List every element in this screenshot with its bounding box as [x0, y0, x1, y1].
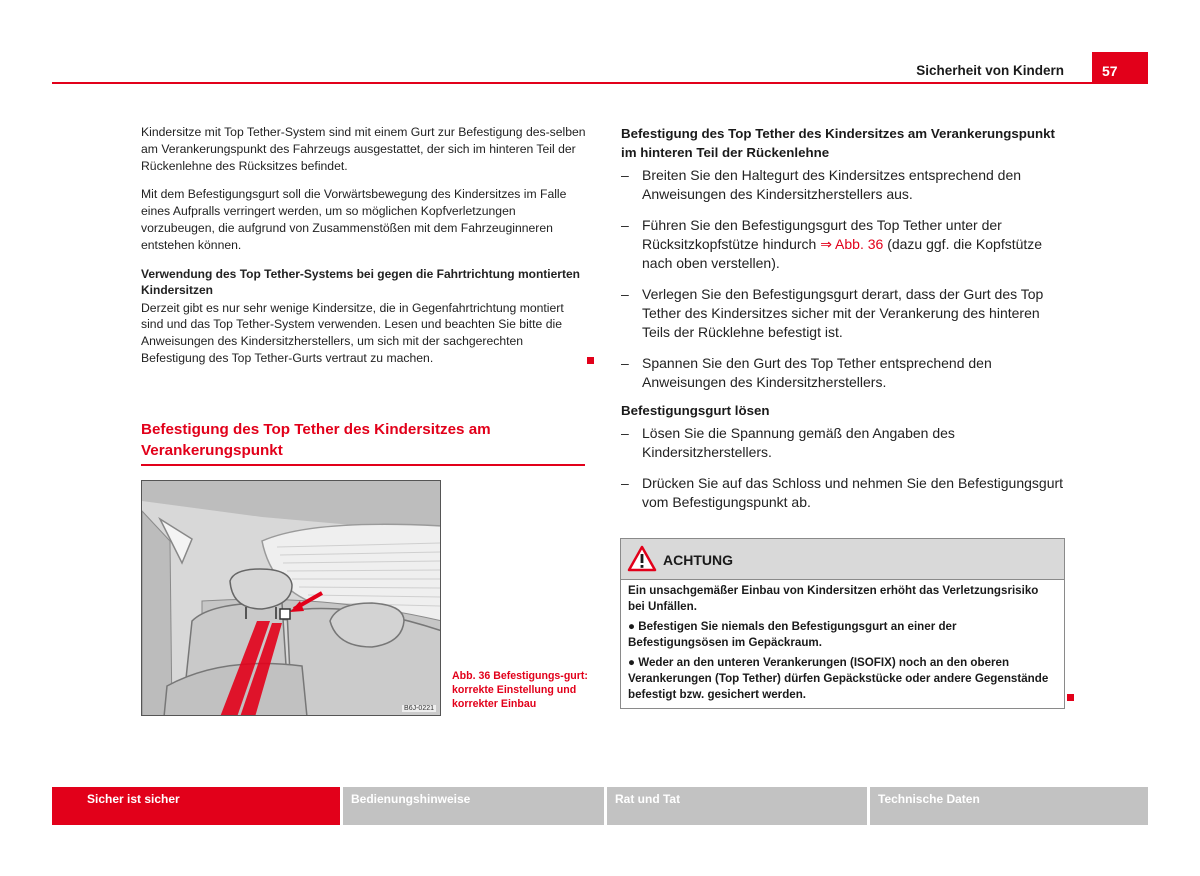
instructions-heading-fasten: Befestigung des Top Tether des Kindersitzes am Verankerungspunkt im hinteren Teil der Rückenlehne: [621, 126, 1055, 160]
list-item: [621, 424, 1066, 462]
step-text: Lösen Sie die Spannung gemäß den Angaben des Kindersitzherstellers.: [642, 425, 955, 460]
rear-seat-illustration: [142, 481, 441, 716]
step-text: Führen Sie den Befestigungsgurt des Top Tether unter der Rücksitzkopfstütze hindurch: [642, 217, 1002, 252]
tab-rat-und-tat[interactable]: Rat und Tat: [607, 787, 867, 825]
warning-header: [621, 539, 1064, 580]
tab-technische-daten[interactable]: Technische Daten: [870, 787, 1148, 825]
step-text: (dazu ggf. die Kopfstütze nach oben verstellen).: [642, 236, 1043, 271]
right-column: [621, 124, 1066, 524]
figure-caption: Abb. 36 Befestigungs-gurt: korrekte Einstellung und korrekter Einbau: [452, 670, 588, 710]
section-title: Befestigung des Top Tether des Kindersitzes am Verankerungspunkt: [141, 419, 585, 466]
dash-marker: –: [621, 355, 629, 371]
list-item: [621, 166, 1066, 204]
page-number-box: [1092, 52, 1148, 84]
left-column: [141, 124, 586, 379]
step-text: Drücken Sie auf das Schloss und nehmen Sie den Befestigungsgurt vom Befestigungspunkt ab.: [642, 475, 1064, 510]
list-item: [621, 354, 1066, 392]
step-text: Spannen Sie den Gurt des Top Tether entsprechend den Anweisungen des Kindersitzherstellers.: [642, 355, 992, 390]
warning-bullet: ● Weder an den unteren Verankerungen (ISOFIX) noch an den oberen Verankerungen (Top Tether) dürfen Gepäckstücke oder andere Gegenstände befestigt bzw. gesichert werden.: [628, 656, 1049, 701]
dash-marker: –: [621, 286, 629, 302]
step-text: Verlegen Sie den Befestigungsgurt derart, dass der Gurt des Top Tether des Kindersitzes sicher mit der Verankerung des hinteren Teils der Rücklehne befestigt ist.: [642, 286, 1044, 340]
paragraph-purpose: Mit dem Befestigungsgurt soll die Vorwärtsbewegung des Kindersitzes im Falle eines Aufpralls verringert werden, um so möglichen Kopfverletzungen vorzubeugen, die aufgrund von Zusammenstößen mit dem Fahrzeuginneren entstehen können.: [141, 187, 567, 252]
dash-marker: –: [621, 217, 629, 233]
dash-marker: –: [621, 475, 629, 491]
footer-chapter-tabs: [52, 787, 1148, 825]
tab-bedienungshinweise[interactable]: Bedienungshinweise: [343, 787, 604, 825]
release-steps-list: [621, 424, 1066, 512]
page-number: 57: [1102, 63, 1118, 79]
figure-reference-link[interactable]: ⇒ Abb. 36: [820, 236, 884, 252]
warning-title: ACHTUNG: [663, 552, 733, 568]
tab-sicher-ist-sicher[interactable]: Sicher ist sicher: [52, 787, 340, 825]
warning-body: [621, 580, 1064, 703]
instructions-heading-release: Befestigungsgurt lösen: [621, 403, 770, 418]
warning-intro: Ein unsachgemäßer Einbau von Kindersitzen erhöht das Verletzungsrisiko bei Unfällen.: [628, 584, 1039, 613]
paragraph-intro: Kindersitze mit Top Tether-System sind mit einem Gurt zur Befestigung des-selben am Verankerungspunkt des Fahrzeugs ausgestattet, der sich im hinteren Teil der Rückenlehne des Rücksitzes befindet.: [141, 125, 586, 173]
step-text: Breiten Sie den Haltegurt des Kindersitzes entsprechend den Anweisungen des Kindersitzherstellers aus.: [642, 167, 1022, 202]
subheading-rear-facing: Verwendung des Top Tether-Systems bei gegen die Fahrtrichtung montierten Kindersitzen: [141, 266, 580, 297]
list-item: [621, 216, 1066, 273]
header-rule: [52, 82, 1092, 84]
figure-rear-seat-illustration: [141, 480, 441, 716]
warning-bullet: ● Befestigen Sie niemals den Befestigungsgurt an einer der Befestigungsösen im Gepäckraum.: [628, 620, 957, 649]
list-item: [621, 285, 1066, 342]
warning-triangle-icon: [627, 545, 657, 572]
section-end-marker: [587, 357, 594, 364]
warning-end-marker: [1067, 694, 1074, 701]
page-header-title: Sicherheit von Kindern: [916, 63, 1064, 78]
paragraph-rear-facing: Derzeit gibt es nur sehr wenige Kindersitze, die in Gegenfahrtrichtung montiert sind und das Top Tether-System verwenden. Lesen und beachten Sie bitte die Anweisungen des Kindersitzherstellers, um sich mit der sachgerechten Befestigung des Top Tether-Gurts vertraut zu machen.: [141, 300, 564, 365]
figure-code: B6J-0221: [404, 705, 434, 712]
list-item: [621, 474, 1066, 512]
dash-marker: –: [621, 425, 629, 441]
fasten-steps-list: [621, 166, 1066, 392]
dash-marker: –: [621, 167, 629, 183]
warning-box: [620, 538, 1065, 709]
